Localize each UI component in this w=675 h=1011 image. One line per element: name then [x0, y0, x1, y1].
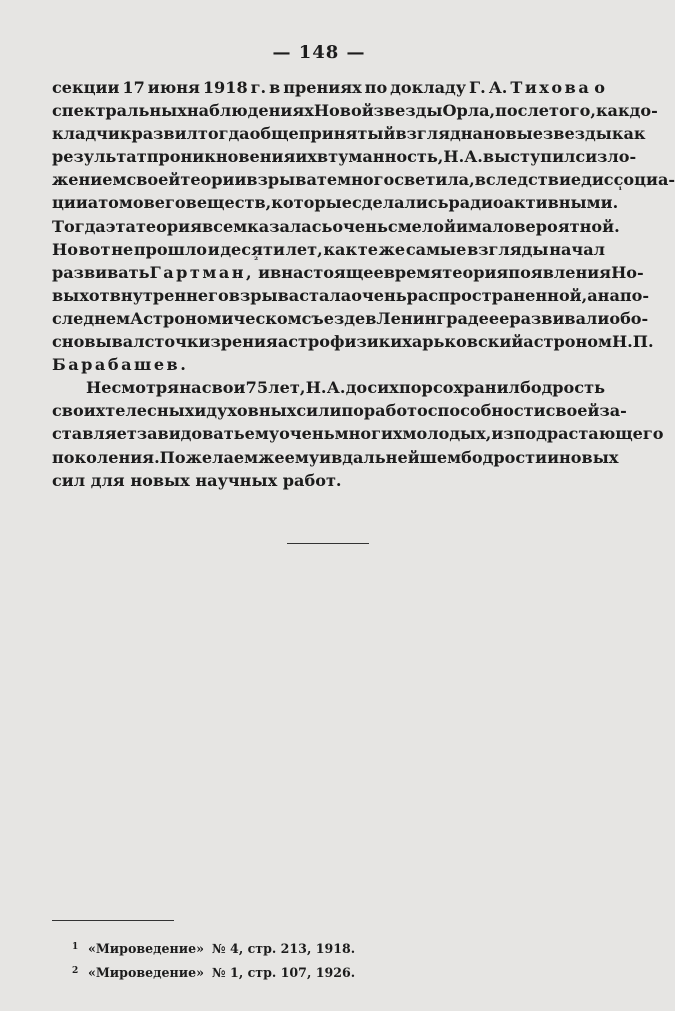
- word: выступил: [482, 147, 576, 167]
- text-line: [52, 122, 646, 145]
- word: Г.: [469, 78, 486, 97]
- word: а: [587, 285, 598, 305]
- word: г.: [250, 78, 267, 97]
- word: бодрости: [461, 447, 548, 467]
- text-line: [52, 353, 605, 376]
- text-line: [52, 284, 650, 307]
- word: в: [270, 262, 282, 282]
- word: как: [611, 124, 646, 144]
- footnote-issue: № 1,: [211, 965, 244, 980]
- word: новых: [559, 447, 619, 467]
- word: внутреннего: [109, 285, 229, 305]
- footnote-mark: 1: [72, 942, 79, 952]
- word: маловероятной.: [467, 216, 620, 236]
- word: по: [341, 401, 364, 421]
- word: работ.: [282, 470, 342, 490]
- word: взрыва: [228, 285, 300, 305]
- word: в: [365, 308, 377, 328]
- text-line: [52, 469, 605, 492]
- text-line: [52, 99, 658, 122]
- word: и: [258, 262, 271, 282]
- word: ему: [244, 424, 280, 444]
- word: темного: [316, 170, 395, 190]
- word: тогда: [197, 124, 250, 144]
- word: которые: [271, 193, 352, 213]
- word: развивать: [52, 262, 150, 282]
- word: по: [364, 78, 388, 97]
- word: ции: [52, 193, 88, 213]
- word: в: [269, 78, 281, 97]
- word: появления: [508, 262, 612, 282]
- word: и: [547, 447, 559, 467]
- word: зрения: [210, 332, 278, 352]
- word: спектральных: [52, 101, 187, 121]
- word: звезды: [543, 124, 612, 144]
- word: теория: [442, 262, 509, 282]
- word: же: [378, 239, 406, 259]
- word: десяти: [220, 239, 285, 259]
- word: же: [258, 447, 285, 467]
- text-line: [52, 76, 605, 99]
- word: эта: [105, 216, 136, 236]
- word: те: [357, 239, 378, 259]
- word: не: [111, 239, 134, 259]
- word: о: [594, 78, 605, 97]
- word: Астрономическом: [130, 308, 302, 328]
- footnote-ref-1: ¹: [618, 186, 623, 197]
- word: 1918: [202, 78, 248, 97]
- word: ее: [488, 308, 510, 328]
- word: вследствие: [474, 170, 582, 190]
- word: молодых,: [402, 424, 492, 444]
- word: распространенной,: [406, 285, 588, 305]
- word: всем: [201, 216, 248, 236]
- word: наблюдениях: [186, 101, 314, 121]
- word: ставляет: [52, 424, 137, 444]
- word: 17: [122, 78, 145, 97]
- word: по-: [619, 285, 650, 305]
- word: теория: [135, 216, 202, 236]
- word: веществ,: [185, 193, 272, 213]
- word: развивал: [509, 308, 598, 328]
- footnote-issue: № 4,: [211, 941, 244, 956]
- word: и: [455, 216, 468, 236]
- word: научных: [195, 470, 278, 490]
- word: взгляды: [467, 239, 549, 259]
- word: пор: [398, 378, 433, 398]
- word: светила,: [394, 170, 475, 190]
- word: Н.: [443, 147, 465, 167]
- text-line: [52, 168, 675, 191]
- word: поколения.: [52, 447, 160, 467]
- word: очень: [279, 424, 335, 444]
- text-line: [52, 215, 620, 238]
- word: своей: [545, 401, 600, 421]
- word: на: [179, 378, 202, 398]
- word: П.: [632, 332, 654, 352]
- word: свои: [201, 378, 246, 398]
- text-line: [52, 307, 649, 330]
- word: астрофизики: [277, 332, 403, 352]
- paragraph-2: [52, 376, 664, 491]
- word: от: [88, 285, 110, 305]
- word: до-: [629, 101, 658, 121]
- word: Н.: [305, 378, 327, 398]
- word: сил: [52, 470, 86, 490]
- word: стала: [299, 285, 352, 305]
- word: для: [90, 470, 125, 490]
- footnote-details: стр. 213, 1918.: [247, 941, 356, 956]
- footnote-2: [72, 960, 355, 984]
- word: в: [316, 147, 329, 167]
- word: июня: [147, 78, 200, 97]
- word: сновывал: [52, 332, 145, 352]
- footnote-1: [72, 936, 355, 960]
- word: обо-: [609, 308, 649, 328]
- word: астроном: [523, 332, 612, 352]
- word: лет,: [285, 239, 323, 259]
- word: съезде: [301, 308, 366, 328]
- word: Новой: [313, 101, 374, 121]
- word: общепринятый: [249, 124, 396, 144]
- word: вот: [78, 239, 111, 259]
- word: взрыва: [246, 170, 317, 190]
- footnote-separator: [52, 920, 174, 921]
- word: точки: [154, 332, 211, 352]
- word: 75: [245, 378, 269, 398]
- word: того,: [549, 101, 596, 121]
- word: сохранил: [433, 378, 520, 398]
- word: Пожелаем: [159, 447, 259, 467]
- word: сил: [296, 401, 330, 421]
- word: А.: [488, 78, 508, 97]
- word: и: [319, 447, 332, 467]
- word: телесных: [105, 401, 195, 421]
- word-spaced: Гартман,: [149, 262, 255, 282]
- word: как: [323, 239, 358, 259]
- word: работоспособности: [363, 401, 546, 421]
- word: взгляд: [395, 124, 461, 144]
- word: теории: [180, 170, 247, 190]
- word: до: [345, 378, 368, 398]
- text-line: [52, 422, 664, 445]
- footnote-source: «Мироведение»: [88, 941, 204, 956]
- word: подрастающего: [513, 424, 664, 444]
- section-end-rule: [287, 543, 369, 544]
- word: начал: [549, 239, 605, 259]
- paragraph-1: [52, 76, 675, 376]
- word: в: [331, 447, 343, 467]
- word: самые: [405, 239, 467, 259]
- word: сих: [367, 378, 399, 398]
- word: секции: [52, 78, 120, 97]
- word: новых: [130, 470, 190, 490]
- page-number: — 148 —: [272, 42, 366, 63]
- word: Но: [52, 239, 78, 259]
- word: его: [154, 193, 186, 213]
- word: харьковский: [402, 332, 524, 352]
- word: настоящее: [281, 262, 384, 282]
- word: лет,: [268, 378, 306, 398]
- word: атомов: [87, 193, 155, 213]
- word: ему: [284, 447, 320, 467]
- body-text: [52, 76, 675, 492]
- word: кладчик: [52, 124, 132, 144]
- text-line: [52, 446, 619, 469]
- word: казалась: [247, 216, 333, 236]
- word: прениях: [283, 78, 362, 97]
- word: звезды: [373, 101, 443, 121]
- word: сделались: [351, 193, 449, 213]
- word: за-: [599, 401, 627, 421]
- text-line: [52, 399, 627, 422]
- text-line: [52, 238, 605, 261]
- word: А.: [326, 378, 346, 398]
- word: своих: [52, 401, 106, 421]
- word: докладу: [390, 78, 467, 97]
- word: духовных: [206, 401, 297, 421]
- word: очень: [332, 216, 388, 236]
- word: и: [207, 239, 220, 259]
- word: диссоциа-: [581, 170, 675, 190]
- text-line: [52, 376, 605, 399]
- footnote-source: «Мироведение»: [88, 965, 204, 980]
- word: очень: [351, 285, 407, 305]
- footnote-mark: 2: [72, 966, 79, 976]
- word: многих: [334, 424, 403, 444]
- word: Но-: [611, 262, 644, 282]
- word-spaced: Тихова: [510, 78, 592, 97]
- text-line: [52, 145, 637, 168]
- word: своей: [126, 170, 181, 190]
- text-line: [52, 255, 644, 284]
- word-spaced: Барабашев.: [52, 355, 189, 375]
- word: дальнейшем: [342, 447, 462, 467]
- footnote-ref-2: ²: [254, 255, 259, 266]
- word: прошло: [133, 239, 208, 259]
- word: смелой: [387, 216, 456, 236]
- word: завидовать: [136, 424, 245, 444]
- word: Тогда: [52, 216, 106, 236]
- word: следнем: [52, 308, 131, 328]
- word: новые: [482, 124, 544, 144]
- word: и: [329, 401, 342, 421]
- footnote-details: стр. 107, 1926.: [247, 965, 356, 980]
- word: на: [460, 124, 483, 144]
- word: и: [597, 308, 610, 328]
- word: время: [383, 262, 443, 282]
- word: результат: [52, 147, 147, 167]
- word: Ленинграде: [376, 308, 489, 328]
- word: проникновения: [146, 147, 296, 167]
- word: после: [495, 101, 550, 121]
- word: на: [597, 285, 620, 305]
- word: Орла,: [442, 101, 496, 121]
- word: и: [194, 401, 207, 421]
- text-line: [52, 186, 623, 214]
- word: с: [575, 147, 586, 167]
- text-line: [52, 330, 654, 353]
- word: Несмотря: [86, 378, 180, 398]
- word: с: [144, 332, 155, 352]
- word: жением: [52, 170, 127, 190]
- word: из: [491, 424, 514, 444]
- word: туманность,: [328, 147, 444, 167]
- footnotes: [72, 936, 355, 984]
- word: изло-: [585, 147, 637, 167]
- word: Н.: [611, 332, 633, 352]
- word: развил: [131, 124, 198, 144]
- word: как: [595, 101, 630, 121]
- word: бодрость: [520, 378, 605, 398]
- word: их: [295, 147, 317, 167]
- word: вых: [52, 285, 89, 305]
- word: радиоактивными.: [448, 193, 619, 213]
- word: А.: [464, 147, 483, 167]
